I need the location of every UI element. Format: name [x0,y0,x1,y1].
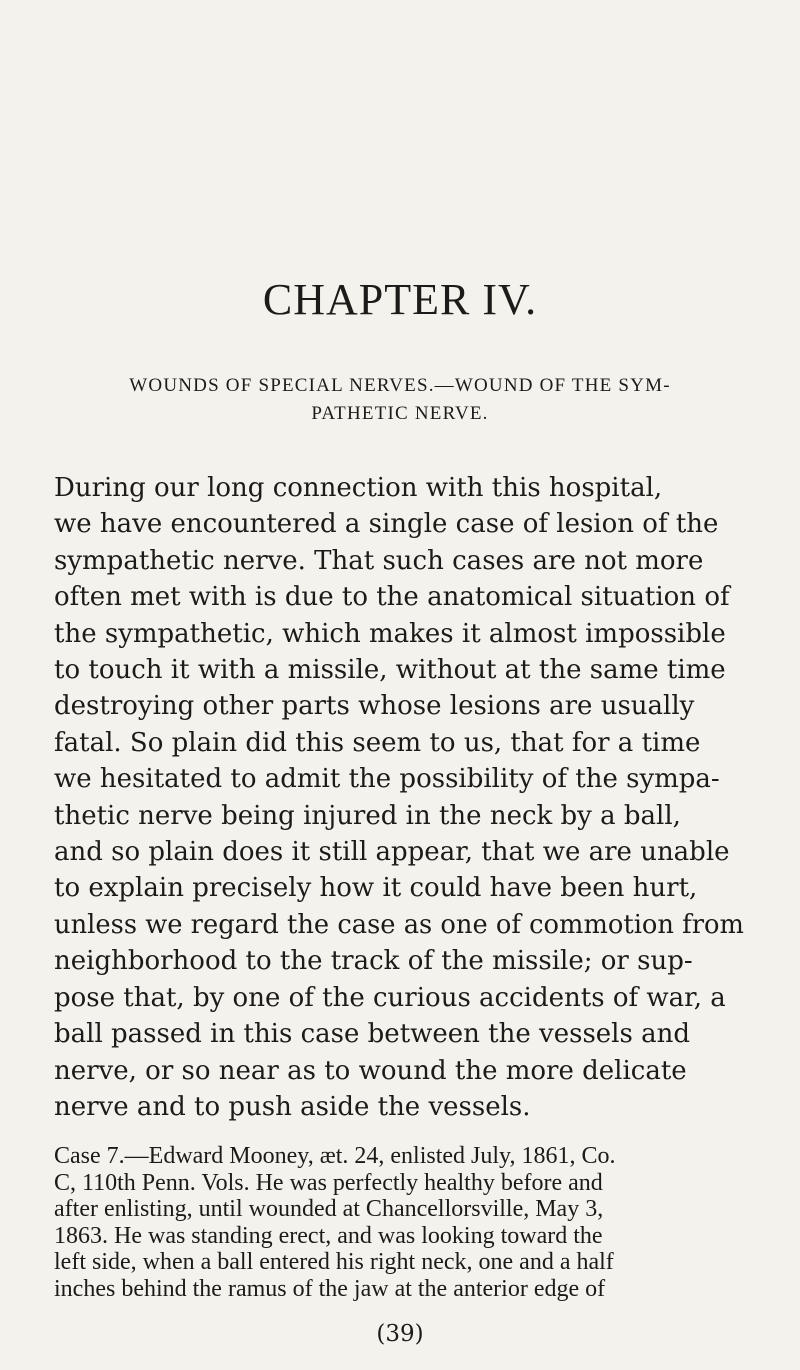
body-line: neighborhood to the track of the missile; or sup- [54,946,693,977]
body-line: unless we regard the case as one of commotion from [54,909,744,940]
body-line: nerve, or so near as to wound the more delicate [54,1055,687,1086]
chapter-title: CHAPTER IV. [262,275,538,324]
body-line: thetic nerve being injured in the neck by a ball, [54,800,681,831]
body-line: During our long connection with this hospital, [54,473,663,503]
case-line: 1863. He was standing erect, and was looking toward the [54,1222,603,1249]
body-line: sympathetic nerve. That such cases are not more [54,545,704,576]
body-line: we have encountered a single case of lesion of the [54,509,719,540]
subtitle-line: WOUNDS OF SPECIAL NERVES.—WOUND OF THE SYM- [129,375,671,396]
body-line: destroying other parts whose lesions are usually [54,691,695,722]
body-line: to explain precisely how it could have been hurt, [54,873,698,904]
case-line: inches behind the ramus of the jaw at the anterior edge of [54,1275,606,1302]
case-line: C, 110th Penn. Vols. He was perfectly healthy before and [54,1169,603,1196]
body-line: to touch it with a missile, without at the same time [54,655,726,686]
body-line: fatal. So plain did this seem to us, that for a time [54,727,701,758]
body-line: and so plain does it still appear, that we are unable [54,837,730,868]
body-line: we hesitated to admit the possibility of the sympa- [54,764,720,795]
body-line: often met with is due to the anatomical situation of [54,582,730,613]
case-report [54,1143,744,1303]
body-line: ball passed in this case between the vessels and [54,1019,690,1050]
page-number: (39) [376,1321,424,1347]
body-paragraph [54,470,744,1125]
case-line: Case 7.—Edward Mooney, æt. 24, enlisted July, 1861, Co. [54,1143,616,1169]
subtitle-line: PATHETIC NERVE. [311,403,489,424]
case-line: left side, when a ball entered his right neck, one and a half [54,1249,614,1276]
body-line: pose that, by one of the curious accidents of war, a [54,982,726,1013]
body-line: nerve and to push aside the vessels. [54,1091,531,1122]
body-line: the sympathetic, which makes it almost impossible [54,618,726,649]
case-line: after enlisting, until wounded at Chancellorsville, May 3, [54,1196,604,1223]
chapter-subtitle [0,372,800,428]
